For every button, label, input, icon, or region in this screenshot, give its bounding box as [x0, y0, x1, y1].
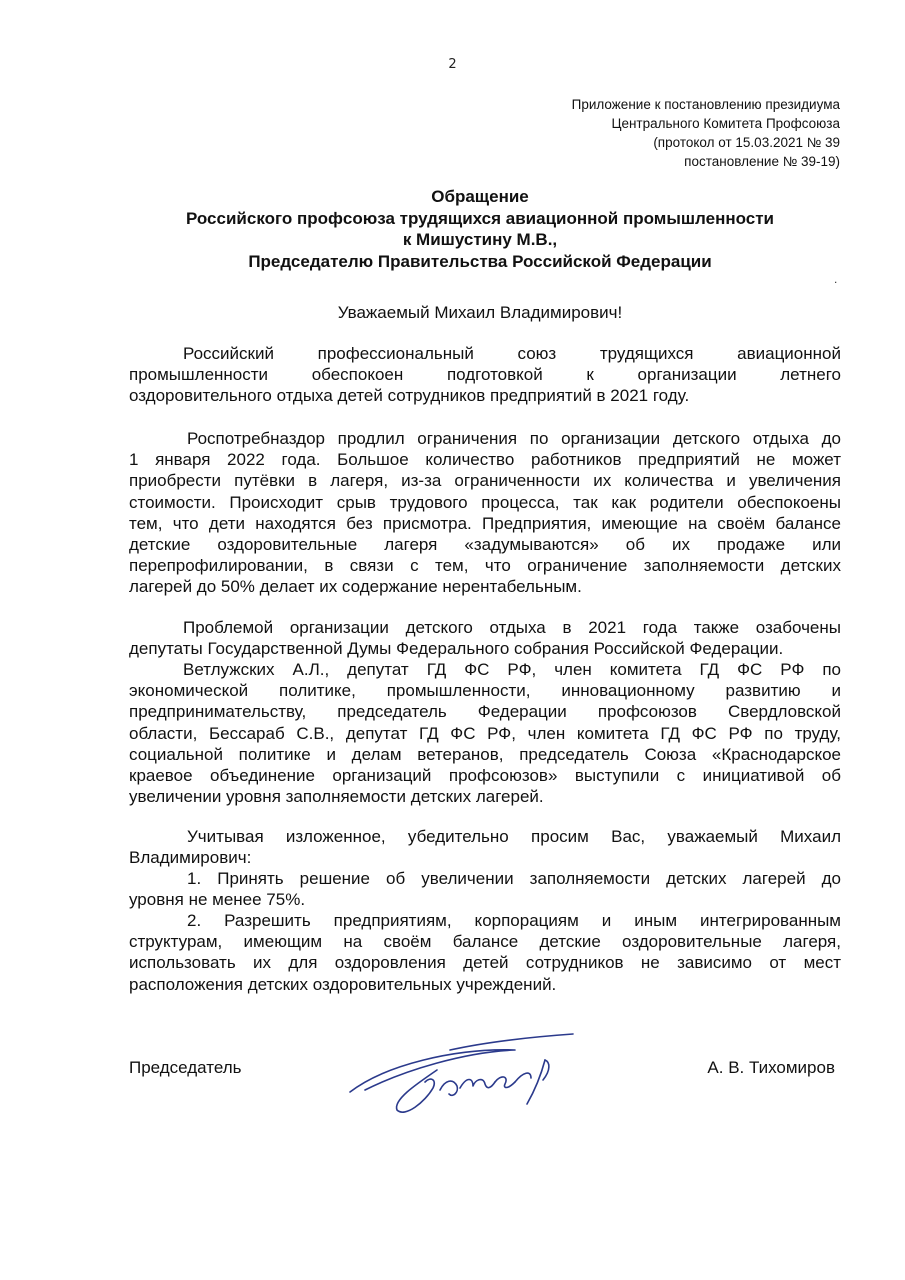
text-line: Владимирович: — [129, 848, 252, 868]
text-line: лагерей до 50% делает их содержание нерентабельным. — [129, 577, 582, 597]
paragraph-2 — [129, 428, 841, 598]
signer-name: А. В. Тихомиров — [707, 1058, 835, 1077]
text-line: детские оздоровительные лагеря «задумываются» об их продаже или — [129, 535, 841, 555]
text-line: Проблемой организации детского отдыха в 2021 года также озабочены — [183, 618, 841, 637]
request-item-1 — [129, 868, 841, 910]
signer-role: Председатель — [129, 1058, 242, 1077]
text-line: перепрофилировании, в связи с тем, что ограничение заполняемости детских — [129, 556, 841, 576]
handwritten-signature — [345, 1030, 580, 1120]
appendix-note — [440, 95, 840, 171]
text-line: расположения детских оздоровительных учреждений. — [129, 974, 557, 994]
text-line: Российский профессиональный союз трудящихся авиационной — [183, 344, 841, 363]
page-number: 2 — [448, 57, 457, 72]
appendix-line: постановление № 39-19) — [684, 154, 840, 169]
paragraph-1 — [129, 343, 841, 407]
text-line: депутаты Государственной Думы Федерального собрания Российской Федерации. — [129, 639, 784, 659]
request-item-2 — [129, 910, 841, 995]
text-line: Роспотребназдор продлил ограничения по организации детского отдыха до — [187, 429, 841, 448]
document-title — [120, 186, 840, 272]
text-line: 1. Принять решение об увеличении заполняемости детских лагерей до — [187, 869, 841, 888]
appendix-line: Приложение к постановлению президиума — [571, 97, 840, 112]
greeting: Уважаемый Михаил Владимирович! — [337, 303, 623, 322]
text-line: стоимости. Происходит срыв трудового процесса, так как родители обеспокоены — [129, 492, 841, 512]
text-line: использовать их для оздоровления детей сотрудников не зависимо от мест — [129, 953, 841, 973]
text-line: Учитывая изложенное, убедительно просим Вас, уважаемый Михаил — [187, 827, 841, 846]
text-line: экономической политике, промышленности, инновационному развитию и — [129, 681, 841, 701]
text-line: приобрести путёвки в лагеря, из-за ограниченности их количества и увеличения — [129, 471, 841, 491]
text-line: 2. Разрешить предприятиям, корпорациям и иным интегрированным — [187, 911, 841, 930]
text-line: предпринимательству, председатель Федерации профсоюзов Свердловской — [129, 702, 841, 722]
paragraph-4 — [129, 659, 841, 807]
text-line: увеличении уровня заполняемости детских лагерей. — [129, 787, 544, 807]
appendix-line: (протокол от 15.03.2021 № 39 — [653, 135, 840, 150]
stray-dot: . — [834, 272, 838, 286]
text-line: 1 января 2022 года. Большое количество работников предприятий не может — [129, 450, 841, 470]
signature-ink — [350, 1034, 573, 1112]
text-line: социальной политике и делам ветеранов, председатель Союза «Краснодарское — [129, 744, 841, 764]
paragraph-3 — [129, 617, 841, 659]
paragraph-5 — [129, 826, 841, 868]
title-line: Российского профсоюза трудящихся авиационной промышленности — [185, 208, 775, 228]
text-line: структурам, имеющим на своём балансе детские оздоровительные лагеря, — [129, 932, 841, 952]
text-line: тем, что дети находятся без присмотра. Предприятия, имеющие на своём балансе — [129, 513, 841, 533]
appendix-line: Центрального Комитета Профсоюза — [611, 116, 840, 131]
title-line: к Мишустину М.В., — [402, 230, 558, 249]
title-line: Председателю Правительства Российской Федерации — [248, 251, 712, 271]
text-line: области, Бессараб С.В., депутат ГД ФС РФ, член комитета ГД ФС РФ по труду, — [129, 723, 841, 743]
text-line: уровня не менее 75%. — [129, 890, 306, 910]
text-line: краевое объединение организаций профсоюзов» выступили с инициативой об — [129, 766, 841, 786]
title-line: Обращение — [431, 187, 529, 206]
text-line: Ветлужских А.Л., депутат ГД ФС РФ, член комитета ГД ФС РФ по — [183, 660, 841, 679]
text-line: оздоровительного отдыха детей сотрудников предприятий в 2021 году. — [129, 386, 690, 406]
text-line: промышленности обеспокоен подготовкой к организации летнего — [129, 365, 841, 385]
